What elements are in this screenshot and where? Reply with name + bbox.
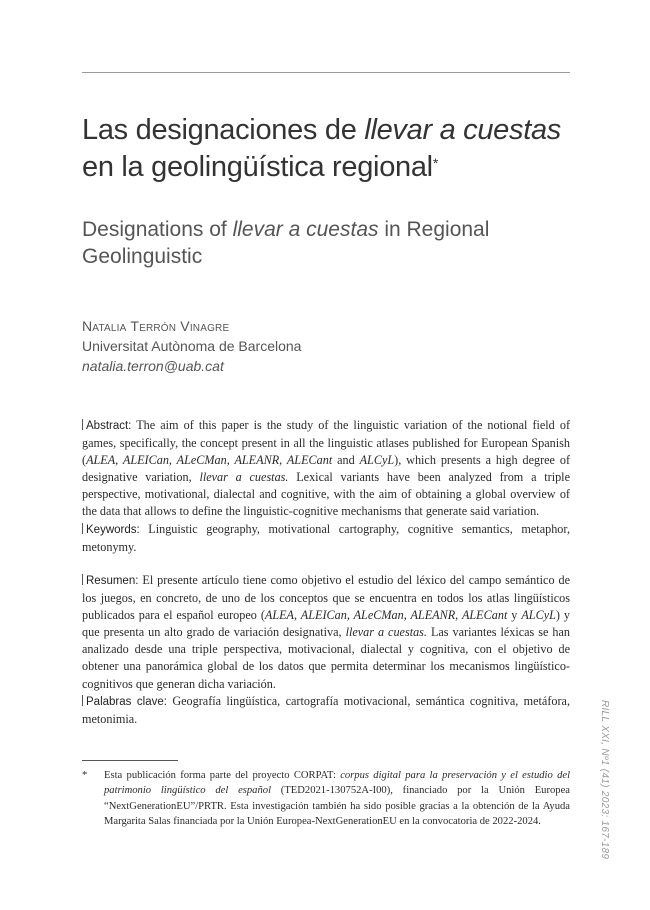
footnote-text-1: Esta publicación forma parte del proyecto CORPAT: bbox=[104, 770, 341, 781]
resumen-block bbox=[82, 572, 570, 728]
author-name: Natalia Terrón Vinagre bbox=[82, 318, 230, 334]
title-footnote-marker[interactable]: * bbox=[432, 155, 438, 171]
footnote-marker: * bbox=[82, 770, 88, 781]
footnote-project-title: corpus digital para la preservación y el estudio del patrimonio lingüístico del español bbox=[104, 770, 571, 797]
footnote-rule bbox=[82, 760, 178, 761]
section-bar bbox=[82, 695, 83, 706]
abstract-text-4: Lexical variants have been analyzed from a triple perspective, motivational, dialectal and cognitive, with the aim of obtaining a global overview of the data that allows to define the linguistic-cognitive mechanisms that generate said variation. bbox=[82, 470, 570, 519]
resumen-label: Resumen: bbox=[86, 575, 139, 587]
title-text-1: Las designaciones de bbox=[82, 114, 365, 146]
keywords-paragraph bbox=[82, 521, 570, 556]
resumen-atlas-alcyl: ALCyL bbox=[521, 608, 556, 623]
abstract-block bbox=[82, 417, 570, 556]
section-bar bbox=[82, 574, 83, 585]
top-rule bbox=[82, 72, 570, 73]
abstract-paragraph bbox=[82, 417, 570, 521]
abstract-text-2: and bbox=[332, 453, 360, 468]
palabras-clave-paragraph bbox=[82, 693, 570, 728]
title-italic: llevar a cuestas bbox=[364, 114, 561, 146]
running-info-text: RILL XXI, Nº1 (41) 2023: 167-189 bbox=[599, 700, 610, 860]
subtitle-italic: llevar a cuestas bbox=[232, 218, 379, 241]
abstract-atlas-alcyl: ALCyL bbox=[359, 453, 395, 468]
subtitle-text-1: Designations of bbox=[82, 218, 233, 241]
abstract-text-3: ), which presents a high degree of designative variation, bbox=[82, 453, 570, 485]
resumen-atlases: ALEA, ALEICan, ALeCMan, ALEANR, ALECant bbox=[264, 608, 508, 623]
footnote-text-2: (TED2021-130752A-I00), financiado por la Unión Europea “NextGenerationEU”/PRTR. Esta investigación también ha sido posible gracias a la obtención de la Ayuda Margarita Salas financiada por la Unión Europea-NextGenerationEU en la convocatoria de 2022-2024. bbox=[104, 785, 570, 827]
section-bar bbox=[82, 419, 83, 430]
keywords-text: Linguistic geography, motivational cartography, cognitive semantics, metaphor, metonymy. bbox=[82, 521, 570, 554]
subtitle-text-2: in Regional Geolinguistic bbox=[82, 218, 490, 268]
author-affiliation: Universitat Autònoma de Barcelona bbox=[82, 338, 302, 354]
palabras-clave-label: Palabras clave: bbox=[86, 695, 167, 708]
resumen-text-4: Las variantes léxicas se han analizado desde una triple perspectiva, motivacional, dialectal y cognitiva, con el objetivo de obtener una panorámica global de los datos que permita determinar los mecanismos lingüístico-cognitivos que generan dicha variación. bbox=[82, 625, 570, 691]
resumen-text-2: y bbox=[507, 608, 522, 623]
title-text-2: en la geolingüística regional bbox=[82, 151, 433, 183]
palabras-clave-text: Geografía lingüística, cartografía motivacional, semántica cognitiva, metáfora, metonimia. bbox=[82, 693, 571, 726]
abstract-label: Abstract: bbox=[86, 420, 132, 432]
section-bar bbox=[82, 523, 83, 534]
resumen-text-1: El presente artículo tiene como objetivo el estudio del léxico del campo semántico de los juegos, en concreto, de uno de los conceptos que se encuentra en todos los atlas lingüísticos publicados para el español europeo ( bbox=[82, 573, 570, 623]
author-block bbox=[82, 316, 301, 376]
abstract-atlases: ALEA, ALEICan, ALeCMan, ALEANR, ALECant bbox=[86, 453, 333, 468]
resumen-concept: llevar a cuestas. bbox=[345, 625, 427, 640]
resumen-text-3: ) y que presenta un alto grado de variación designativa, bbox=[82, 608, 571, 640]
article-title bbox=[82, 112, 582, 186]
footnote bbox=[82, 768, 570, 829]
resumen-paragraph bbox=[82, 572, 570, 693]
footnote-body bbox=[104, 768, 570, 829]
abstract-concept: llevar a cuestas. bbox=[199, 470, 289, 485]
author-email[interactable]: natalia.terron@uab.cat bbox=[82, 358, 224, 374]
running-info bbox=[596, 700, 612, 860]
abstract-text-1: The aim of this paper is the study of the linguistic variation of the notional field of games, specifically, the concept present in all the linguistic atlases published for European Spanish ( bbox=[82, 418, 570, 468]
keywords-label: Keywords: bbox=[86, 523, 140, 536]
article-subtitle bbox=[82, 216, 562, 270]
